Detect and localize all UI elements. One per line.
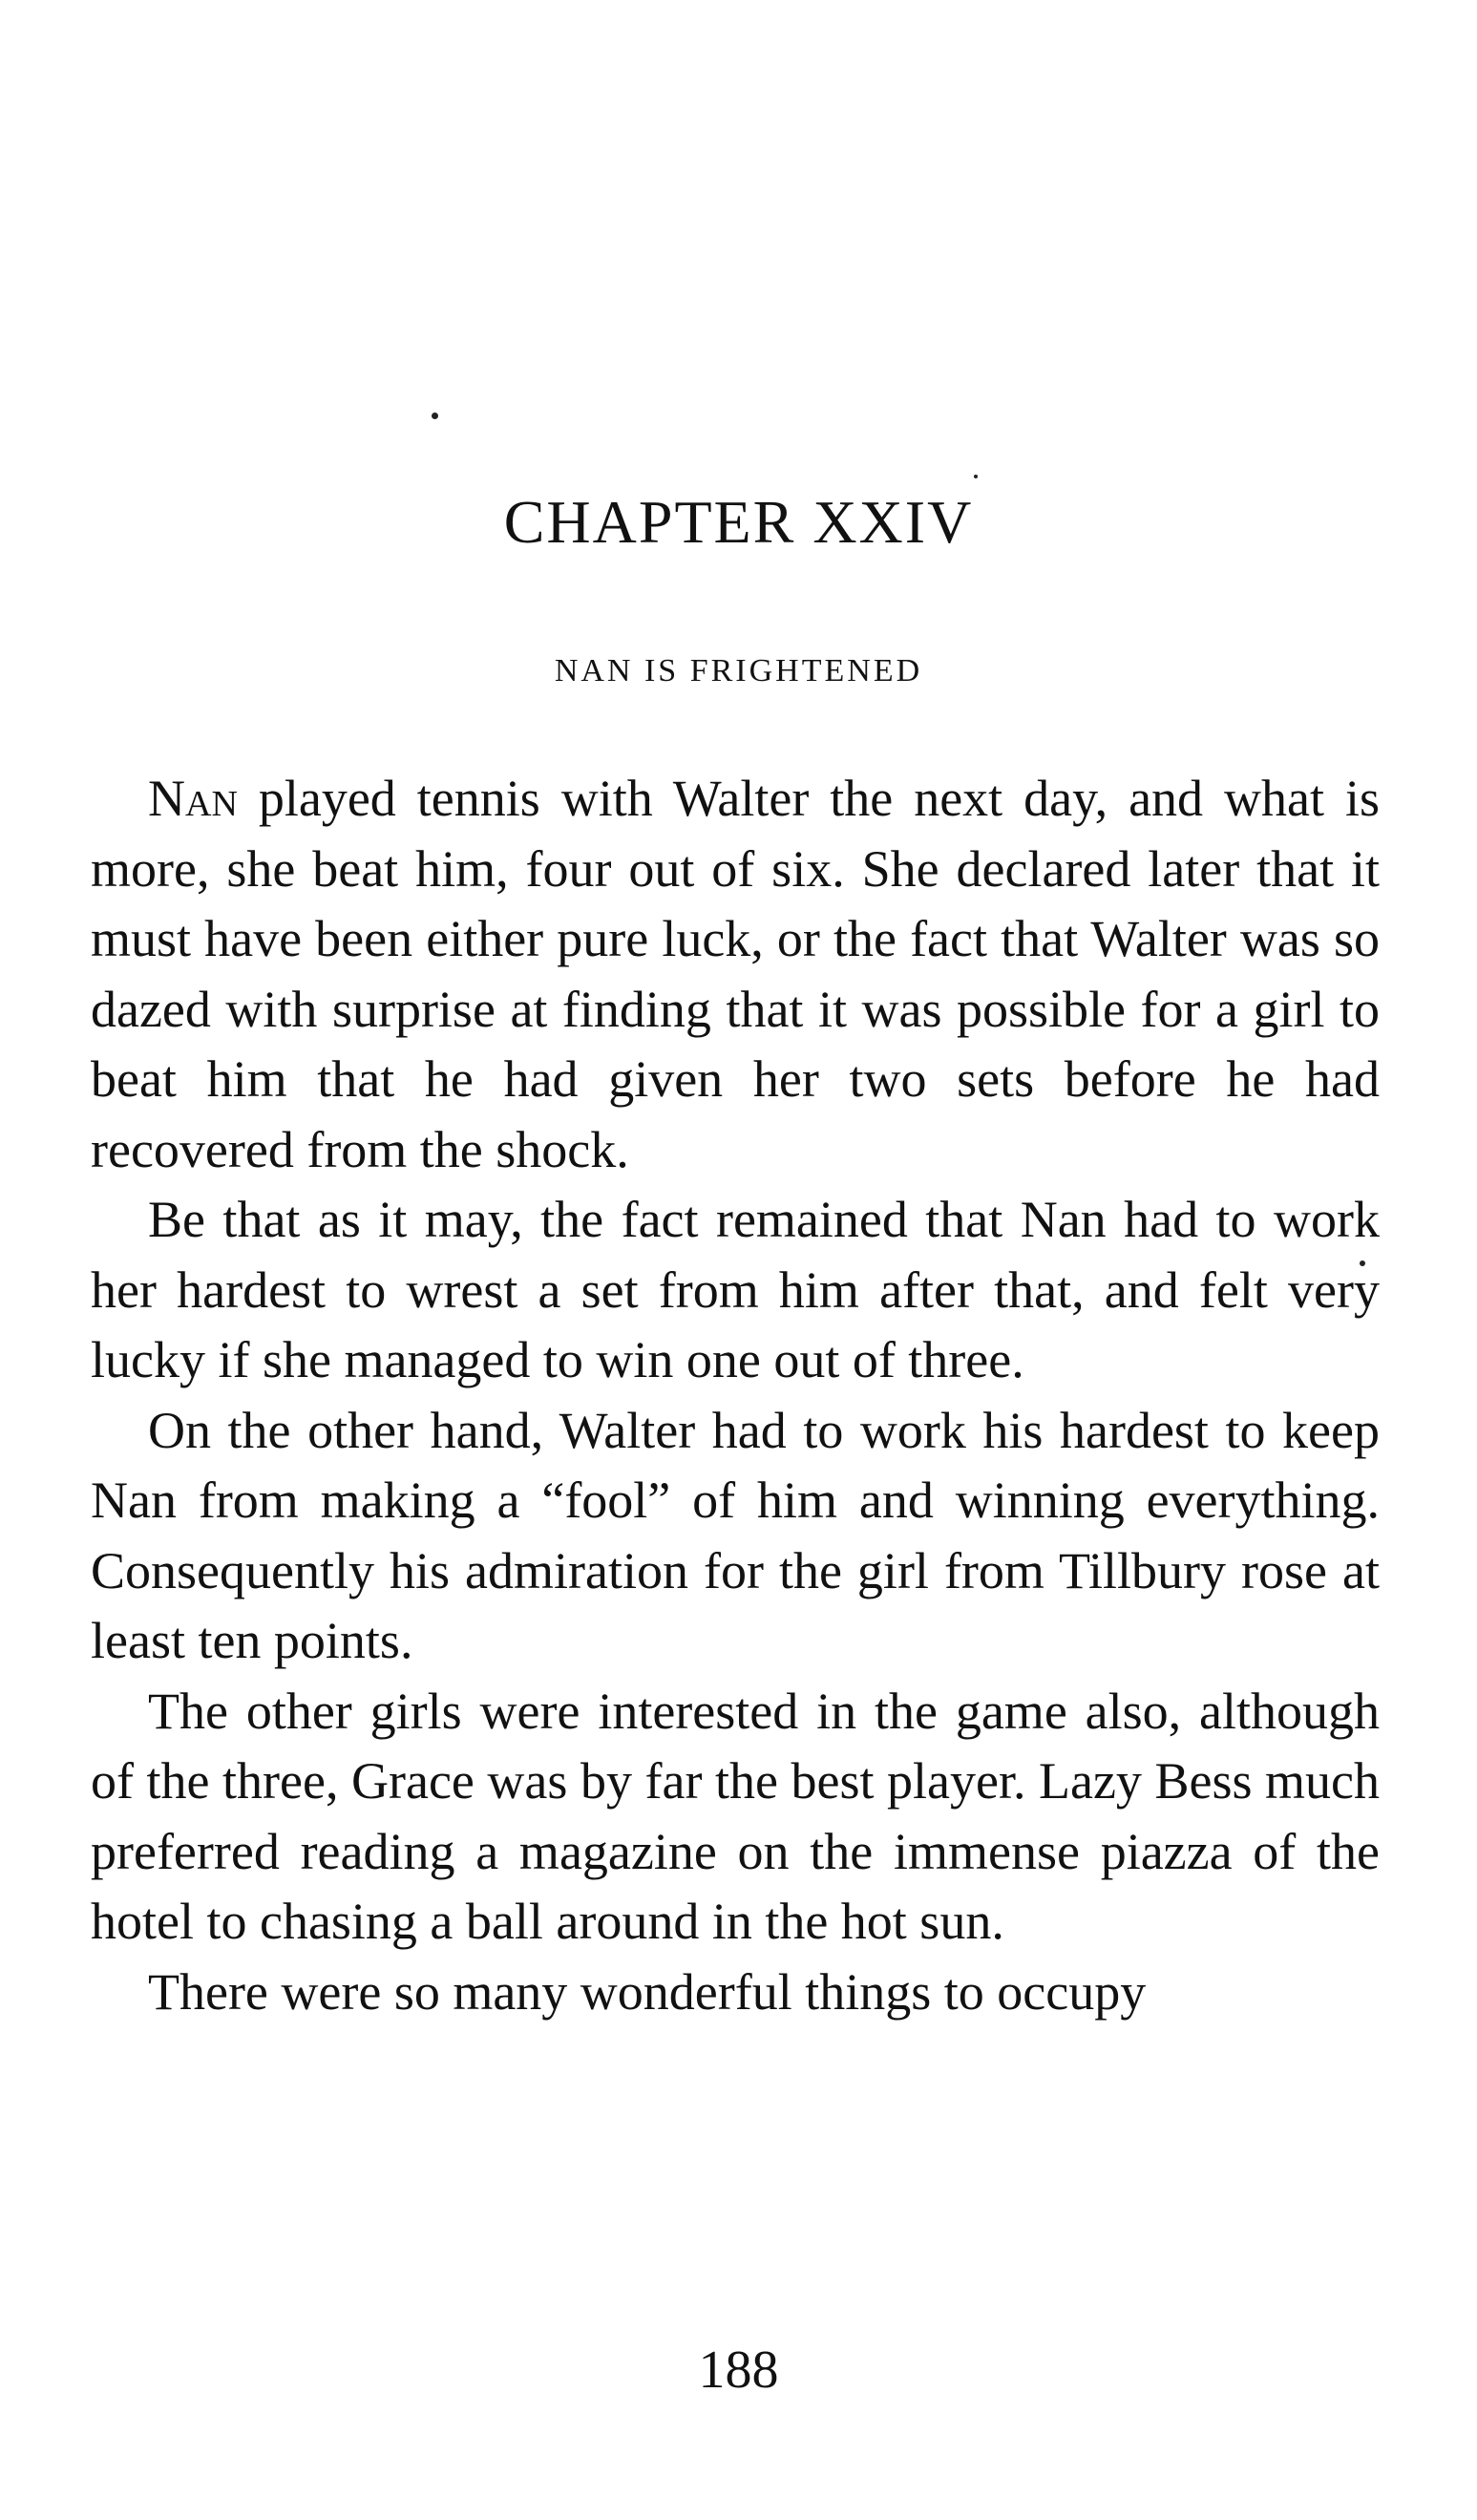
print-speck bbox=[974, 475, 978, 478]
print-speck bbox=[432, 413, 438, 419]
paragraph-text: played tennis with Walter the next day, and what is more, she beat him, four out of six. She declared later that it must have been either pure luck, or the fact that Walter was so dazed with surprise at finding that it was possible for a girl to beat him that he had given her two sets before he had recovered from the shock. bbox=[91, 770, 1380, 1178]
chapter-number: CHAPTER XXIV bbox=[503, 488, 974, 556]
paragraph-4 bbox=[91, 1677, 1380, 1958]
paragraph-text: There were so many wonderful things to occupy bbox=[148, 1962, 1147, 2021]
body-text bbox=[91, 764, 1380, 2027]
paragraph-text: On the other hand, Walter had to work his hardest to keep Nan from making a “fool” of him and winning everything. Consequently his admiration for the girl from Tillbury rose at least ten points. bbox=[91, 1401, 1380, 1669]
paragraph-lead-word: Nan bbox=[148, 770, 238, 827]
paragraph-text: Be that as it may, the fact remained that Nan had to work her hardest to wrest a set from him after that, and felt very lucky if she managed to win one out of three. bbox=[91, 1191, 1380, 1388]
paragraph-2 bbox=[91, 1185, 1380, 1396]
chapter-title: NAN IS FRIGHTENED bbox=[554, 653, 923, 688]
page-number: 188 bbox=[698, 2340, 779, 2400]
paragraph-text: The other girls were interested in the game also, although of the three, Grace was by far the best player. Lazy Bess much preferred reading a magazine on the immense piazza of the hotel to chasing a ball around in the hot sun. bbox=[91, 1682, 1380, 1950]
paragraph-1 bbox=[91, 764, 1380, 1185]
paragraph-3 bbox=[91, 1396, 1380, 1677]
paragraph-5 bbox=[91, 1958, 1380, 2028]
